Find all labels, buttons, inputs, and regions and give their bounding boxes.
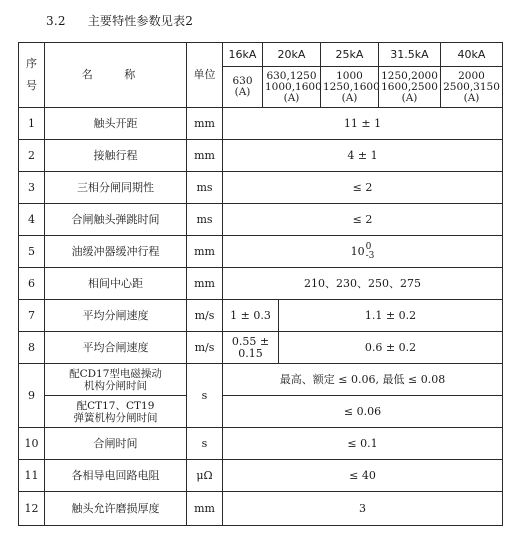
table-row bbox=[19, 140, 503, 172]
row-name-cd17: 配CD17型电磁操动 机构分闸时间 bbox=[45, 364, 187, 396]
row-name: 各相导电回路电阻 bbox=[45, 460, 187, 492]
row-name-ct17: 配CT17、CT19 弹簧机构分闸时间 bbox=[45, 396, 187, 428]
row-unit: mm bbox=[187, 268, 223, 300]
row-unit: mm bbox=[187, 492, 223, 526]
header-amp-25: 25kA bbox=[321, 43, 379, 67]
header-unit: 单位 bbox=[187, 43, 223, 108]
header-amp-40: 40kA bbox=[441, 43, 503, 67]
row-name: 合闸触头弹跳时间 bbox=[45, 204, 187, 236]
row-value: 11 ± 1 bbox=[223, 108, 503, 140]
row-name: 三相分闸同期性 bbox=[45, 172, 187, 204]
tolerance-limits bbox=[366, 243, 375, 261]
header-amp-20: 20kA bbox=[263, 43, 321, 67]
row-number: 3 bbox=[19, 172, 45, 204]
table-row bbox=[19, 236, 503, 268]
tolerance-lower: -3 bbox=[365, 250, 375, 261]
header-current-31-5: 1250,2000 1600,2500 (A) bbox=[379, 67, 441, 108]
row-unit: mm bbox=[187, 108, 223, 140]
row-value-ct17: ≤ 0.06 bbox=[223, 396, 503, 428]
row-name: 平均合闸速度 bbox=[45, 332, 187, 364]
table-row bbox=[19, 172, 503, 204]
table-row bbox=[19, 204, 503, 236]
row-value-other: 0.6 ± 0.2 bbox=[279, 332, 503, 364]
row-value: ≤ 2 bbox=[223, 204, 503, 236]
row-value-16ka: 0.55 ± 0.15 bbox=[223, 332, 279, 364]
row-value: ≤ 2 bbox=[223, 172, 503, 204]
row-number: 6 bbox=[19, 268, 45, 300]
section-number: 3.2 bbox=[46, 14, 66, 28]
row-unit: ms bbox=[187, 172, 223, 204]
row-number: 7 bbox=[19, 300, 45, 332]
tolerance-base: 10 bbox=[350, 244, 365, 258]
header-name: 名 称 bbox=[45, 43, 187, 108]
table-row bbox=[19, 492, 503, 526]
header-current-40: 2000 2500,3150 (A) bbox=[441, 67, 503, 108]
row-unit: s bbox=[187, 364, 223, 428]
row-number: 12 bbox=[19, 492, 45, 526]
table-row bbox=[19, 460, 503, 492]
table-row bbox=[19, 332, 503, 364]
section-title: 主要特性参数见表2 bbox=[87, 14, 194, 28]
header-amp-31-5: 31.5kA bbox=[379, 43, 441, 67]
row-number: 5 bbox=[19, 236, 45, 268]
header-amp-16: 16kA bbox=[223, 43, 263, 67]
row-value: ≤ 0.1 bbox=[223, 428, 503, 460]
row-value: ≤ 40 bbox=[223, 460, 503, 492]
row-unit: s bbox=[187, 428, 223, 460]
header-current-16: 630 (A) bbox=[223, 67, 263, 108]
row-unit: μΩ bbox=[187, 460, 223, 492]
row-value-cd17: 最高、额定 ≤ 0.06, 最低 ≤ 0.08 bbox=[223, 364, 503, 396]
table-row bbox=[19, 268, 503, 300]
row-value: 4 ± 1 bbox=[223, 140, 503, 172]
row-value: 210、230、250、275 bbox=[223, 268, 503, 300]
row-value: 3 bbox=[223, 492, 503, 526]
table-row bbox=[19, 396, 503, 428]
row-number: 2 bbox=[19, 140, 45, 172]
table-row bbox=[19, 300, 503, 332]
row-name: 相间中心距 bbox=[45, 268, 187, 300]
table-row bbox=[19, 108, 503, 140]
row-unit: ms bbox=[187, 204, 223, 236]
row-name: 合闸时间 bbox=[45, 428, 187, 460]
row-unit: m/s bbox=[187, 332, 223, 364]
row-name: 触头开距 bbox=[45, 108, 187, 140]
row-number: 11 bbox=[19, 460, 45, 492]
row-unit: mm bbox=[187, 140, 223, 172]
row-name: 接触行程 bbox=[45, 140, 187, 172]
row-number: 1 bbox=[19, 108, 45, 140]
row-name: 油缓冲器缓冲行程 bbox=[45, 236, 187, 268]
header-current-25: 1000 1250,1600 (A) bbox=[321, 67, 379, 108]
row-number: 9 bbox=[19, 364, 45, 428]
header-row-amps bbox=[19, 43, 503, 67]
row-unit: m/s bbox=[187, 300, 223, 332]
parameter-table bbox=[18, 42, 503, 526]
row-unit: mm bbox=[187, 236, 223, 268]
header-current-20: 630,1250 1000,1600 (A) bbox=[263, 67, 321, 108]
tolerance-upper: 0 bbox=[365, 241, 372, 252]
row-value bbox=[223, 236, 503, 268]
row-name: 平均分闸速度 bbox=[45, 300, 187, 332]
row-number: 10 bbox=[19, 428, 45, 460]
row-number: 4 bbox=[19, 204, 45, 236]
row-number: 8 bbox=[19, 332, 45, 364]
header-seq: 序 号 bbox=[19, 43, 45, 108]
table-row bbox=[19, 364, 503, 396]
row-name: 触头允许磨损厚度 bbox=[45, 492, 187, 526]
row-value-other: 1.1 ± 0.2 bbox=[279, 300, 503, 332]
row-value-16ka: 1 ± 0.3 bbox=[223, 300, 279, 332]
table-row bbox=[19, 428, 503, 460]
section-heading bbox=[46, 12, 193, 29]
